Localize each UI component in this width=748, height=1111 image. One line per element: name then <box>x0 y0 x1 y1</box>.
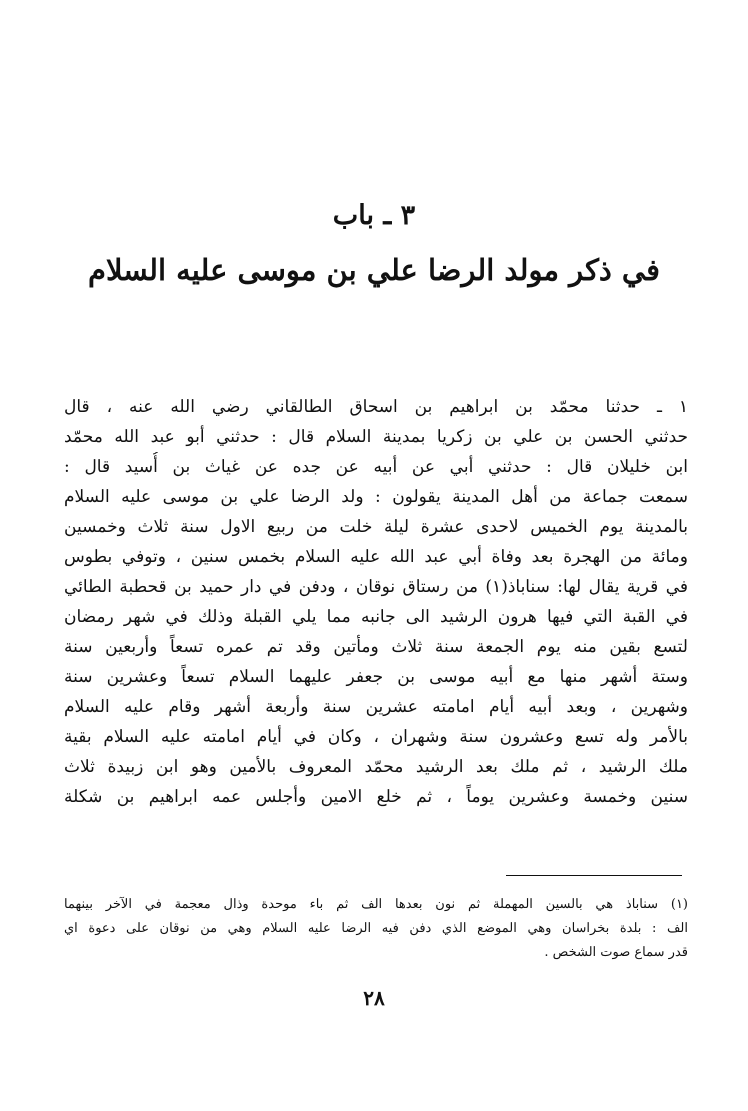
body-line: سمعت جماعة من أهل المدينة يقولون : ولد الرضا علي بن موسى عليه السلام <box>64 487 688 507</box>
body-line: ابن خليلان قال : حدثني أبي عن أبيه عن جده عن غياث بن أُسيد قال : <box>64 457 688 477</box>
body-text <box>64 392 688 812</box>
body-line: بالأمر وله تسع وعشرون سنة وشهران ، وكان في أيام امامته عليه السلام بقية <box>64 727 688 747</box>
chapter-number: ٣ ـ باب <box>332 200 416 231</box>
body-line: لتسع بقين منه يوم الجمعة سنة ثلاث ومأتين وقد تم عمره تسعاً وأربعين سنة <box>64 637 688 657</box>
body-line: في القبة التي فيها هرون الرشيد الى جانبه مما يلي القبلة وذلك في شهر رمضان <box>64 607 688 627</box>
page-number: ٢٨ <box>363 986 385 1010</box>
body-line: سنين وخمسة وعشرين يوماً ، ثم خلع الامين وأجلس عمه ابراهيم بن شكلة <box>64 787 688 807</box>
footnotes <box>64 893 688 965</box>
footnote-line: (١) سناباذ هي بالسين المهملة ثم نون بعدها الف ثم باء موحدة وذال معجمة في الآخر بينهما <box>64 897 688 912</box>
body-line: في قرية يقال لها: سناباذ(١) من رستاق نوقان ، ودفن في دار حميد بن قحطبة الطائي <box>64 577 688 597</box>
footnote-line: الف : بلدة بخراسان وهي الموضع الذي دفن فيه الرضا عليه السلام وهي من نوقان على دعوة اي <box>64 921 688 936</box>
body-line: وستة أشهر منها مع أبيه موسى بن جعفر عليهما السلام تسعاً وعشرين سنة <box>64 667 688 687</box>
body-line: بالمدينة يوم الخميس لاحدى عشرة ليلة خلت من ربيع الاول سنة ثلاث وخمسين <box>64 517 688 537</box>
body-line: ومائة من الهجرة بعد وفاة أبي عبد الله عليه السلام بخمس سنين ، وتوفي بطوس <box>64 547 688 567</box>
body-line: حدثني الحسن بن علي بن زكريا بمدينة السلام قال : حدثني أبو عبد الله محمّد <box>64 427 688 447</box>
body-line: ١ ـ حدثنا محمّد بن ابراهيم بن اسحاق الطالقاني رضي الله عنه ، قال <box>64 397 688 417</box>
footnote-divider <box>506 875 682 876</box>
chapter-title: في ذكر مولد الرضا علي بن موسى عليه السلام <box>88 253 660 287</box>
body-line: ملك الرشيد ، ثم ملك بعد الرشيد محمّد المعروف بالأمين وهو ابن زبيدة ثلاث <box>64 757 688 777</box>
footnote-line: قدر سماع صوت الشخص . <box>544 945 688 960</box>
body-line: وشهرين ، وبعد أبيه أيام امامته عشرين سنة وأربعة أشهر وقام عليه السلام <box>64 697 688 717</box>
